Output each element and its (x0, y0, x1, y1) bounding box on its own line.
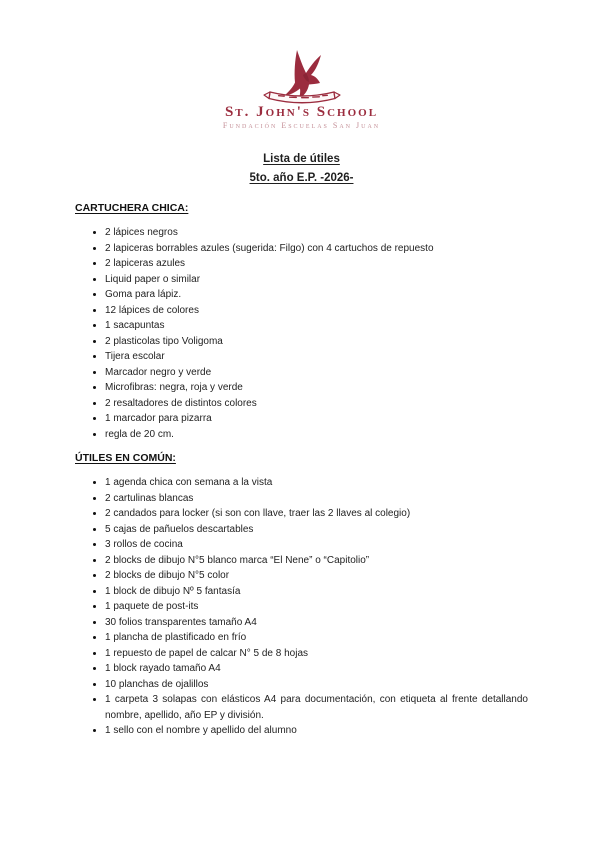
list-item: • 2 lapiceras azules (105, 256, 528, 272)
list-item: • Marcador negro y verde (105, 365, 528, 381)
falcon-crest-icon (250, 50, 354, 104)
list-item: • 2 blocks de dibujo N°5 blanco marca “El Nene” o “Capitolio” (105, 553, 528, 569)
list-item: • 1 carpeta 3 solapas con elásticos A4 para documentación, con etiqueta al frente detallando nombre, apellido, año EP y división. (105, 692, 528, 723)
school-logo (75, 50, 528, 130)
list-item: • 2 plasticolas tipo Voligoma (105, 334, 528, 350)
section-heading-cartuchera: CARTUCHERA CHICA: (75, 202, 189, 214)
school-foundation: Fundación Escuelas San Juan (222, 121, 381, 130)
list-item: • Tijera escolar (105, 349, 528, 365)
list-item: • 1 marcador para pizarra (105, 411, 528, 427)
list-item: • 1 sacapuntas (105, 318, 528, 334)
list-item: • Goma para lápiz. (105, 287, 528, 303)
list-item: • 12 lápices de colores (105, 303, 528, 319)
list-item: • 3 rollos de cocina (105, 537, 528, 553)
list-item: • 1 block de dibujo Nº 5 fantasía (105, 584, 528, 600)
section-utiles-en-comun (75, 452, 528, 739)
list-item: • 2 blocks de dibujo N°5 color (105, 568, 528, 584)
supply-list-utiles-comun (75, 475, 528, 739)
section-cartuchera-chica (75, 202, 528, 442)
section-heading-utiles-comun: ÚTILES EN COMÚN: (75, 452, 176, 464)
list-item: • Liquid paper o similar (105, 272, 528, 288)
list-item: • 1 paquete de post-its (105, 599, 528, 615)
list-item: • 2 candados para locker (si son con llave, traer las 2 llaves al colegio) (105, 506, 528, 522)
list-item: • 1 repuesto de papel de calcar N° 5 de 8 hojas (105, 646, 528, 662)
doc-title-line2: 5to. año E.P. -2026- (249, 172, 354, 184)
doc-title-line1: Lista de útiles (263, 153, 340, 165)
list-item: • 2 lápices negros (105, 225, 528, 241)
list-item: • 1 agenda chica con semana a la vista (105, 475, 528, 491)
list-item: • 1 plancha de plastificado en frío (105, 630, 528, 646)
list-item: • 1 block rayado tamaño A4 (105, 661, 528, 677)
document-title (75, 150, 528, 188)
list-item: • 2 lapiceras borrables azules (sugerida: Filgo) con 4 cartuchos de repuesto (105, 241, 528, 257)
list-item: • 5 cajas de pañuelos descartables (105, 522, 528, 538)
list-item: • regla de 20 cm. (105, 427, 528, 443)
list-item: • 2 cartulinas blancas (105, 491, 528, 507)
list-item: • 1 sello con el nombre y apellido del alumno (105, 723, 528, 739)
supply-list-cartuchera (75, 225, 528, 442)
list-item: • 10 planchas de ojalillos (105, 677, 528, 693)
school-name: St. John's School (224, 104, 379, 120)
list-item: • 30 folios transparentes tamaño A4 (105, 615, 528, 631)
list-item: • 2 resaltadores de distintos colores (105, 396, 528, 412)
list-item: • Microfibras: negra, roja y verde (105, 380, 528, 396)
